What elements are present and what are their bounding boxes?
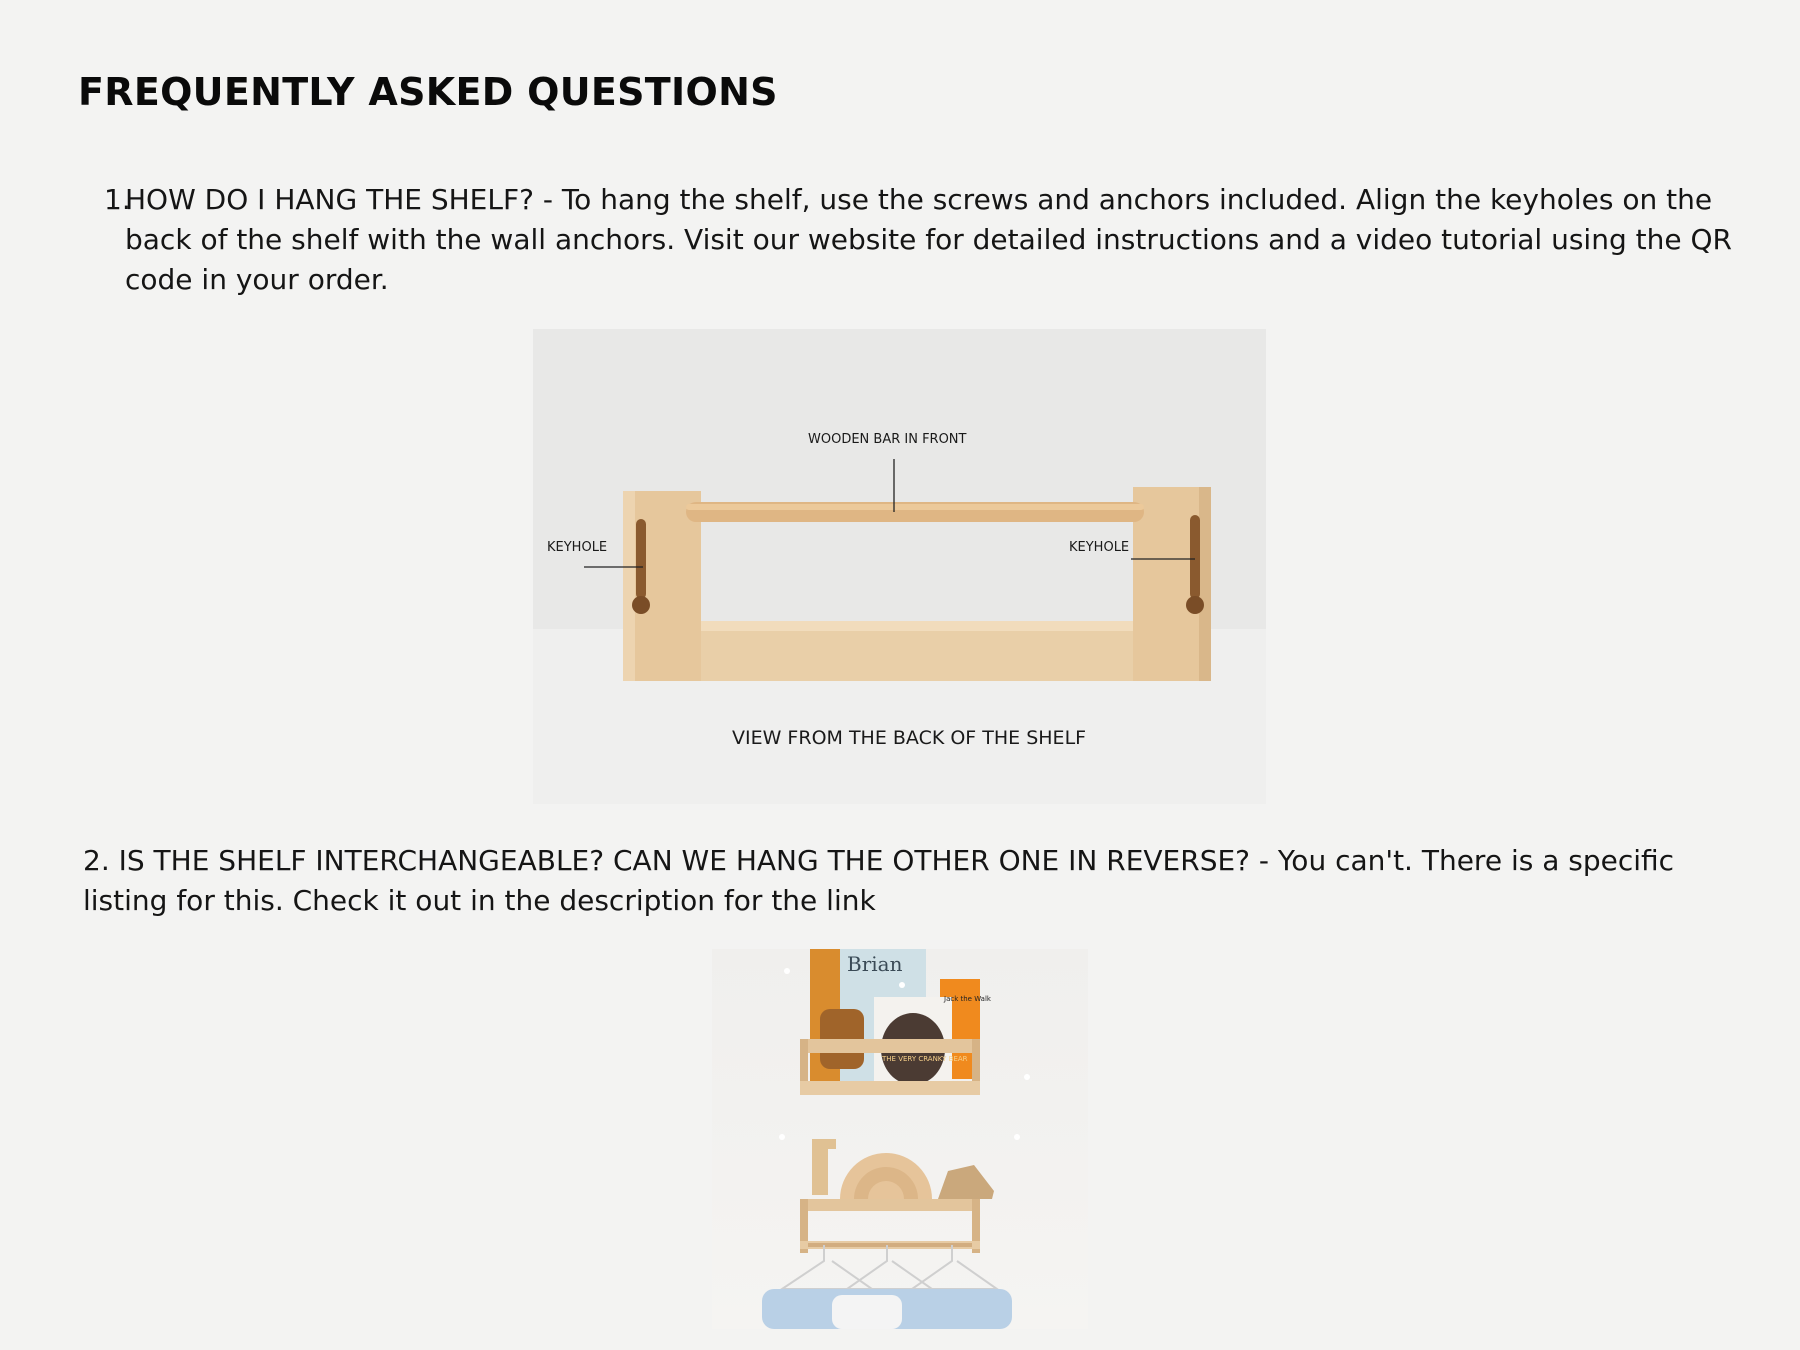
book-title-jack: Jack the Walk [944, 995, 991, 1003]
photo-caption: VIEW FROM THE BACK OF THE SHELF [732, 727, 1087, 749]
annotation-keyhole-right: KEYHOLE [1069, 540, 1130, 555]
shelves-on-wall-photo [712, 949, 1088, 1329]
annotation-keyhole-left: KEYHOLE [547, 540, 608, 555]
faq-item-2 [83, 841, 1763, 921]
book-title-brian: Brian [847, 952, 903, 976]
page-title: FREQUENTLY ASKED QUESTIONS [78, 70, 778, 114]
shelf-back-view-photo [533, 329, 1266, 804]
annotation-wooden-bar: WOODEN BAR IN FRONT [808, 432, 967, 447]
faq-item-1-number: 1. [104, 183, 131, 216]
book-title-cranky-bear: THE VERY CRANKY BEAR [882, 1055, 968, 1063]
faq-item-1 [104, 180, 1784, 300]
faq-item-2-text: 2. IS THE SHELF INTERCHANGEABLE? CAN WE HANG THE OTHER ONE IN REVERSE? - You can't. There is a specific listing for this. Check it out in the description for the link [83, 844, 1675, 917]
faq-item-1-text: HOW DO I HANG THE SHELF? - To hang the shelf, use the screws and anchors included. Align the keyholes on the back of the shelf with the wall anchors. Visit our website for detailed instructions and a video tutorial using the QR code in your order. [125, 183, 1732, 296]
shelves-illustration [712, 949, 1088, 1329]
